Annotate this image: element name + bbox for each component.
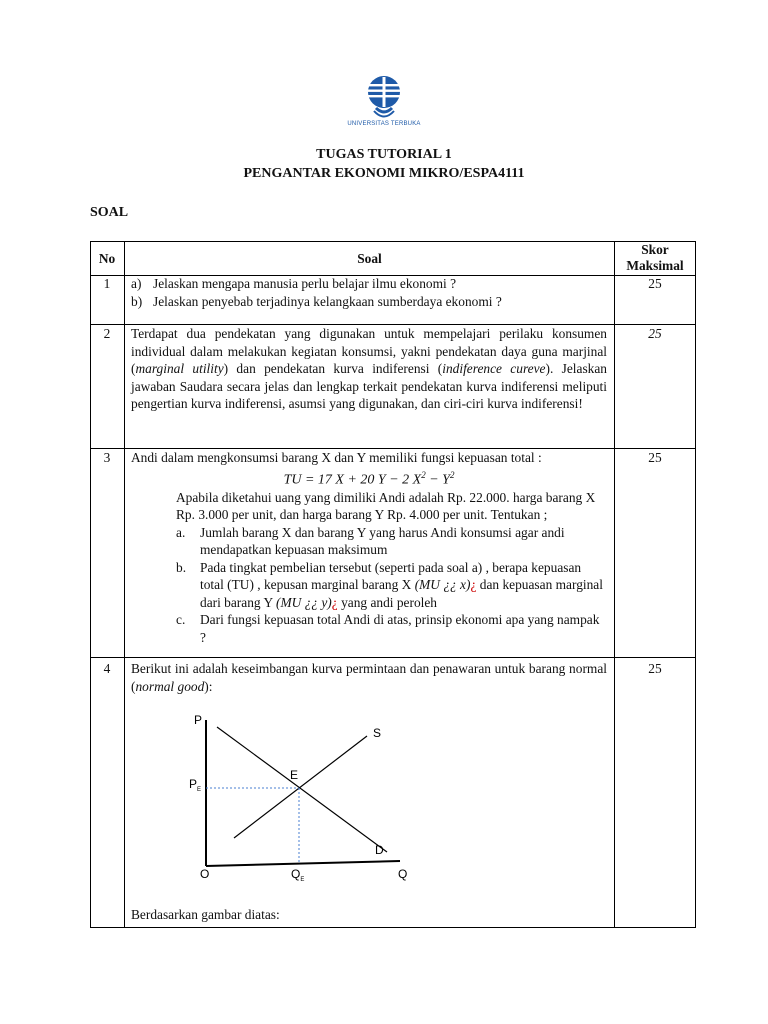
row-3-question bbox=[131, 449, 607, 646]
row-3-number: 3 bbox=[103, 450, 111, 465]
row-2-number: 2 bbox=[103, 326, 111, 341]
supply-demand-diagram bbox=[180, 706, 420, 886]
document-title: TUGAS TUTORIAL 1 bbox=[316, 147, 452, 162]
axis-label-q: Q bbox=[398, 867, 408, 881]
row-3-info: Apabila diketahui uang yang dimiliki Andi adalah Rp. 22.000. harga barang X Rp. 3.000 per unit, dan harga barang Y Rp. 4.000 per unit. Tentukan ; bbox=[176, 489, 596, 523]
course-title: PENGANTAR EKONOMI MIKRO/ESPA4111 bbox=[243, 166, 525, 181]
row-1-question bbox=[131, 275, 607, 310]
list-item: c. Dari fungsi kepuasan total Andi di atas, prinsip ekonomi apa yang nampak ? bbox=[176, 612, 600, 645]
origin-label-o: O bbox=[200, 867, 210, 881]
row-2-score: 25 bbox=[648, 326, 662, 341]
curve-label-d: D bbox=[375, 843, 384, 857]
row-1-score: 25 bbox=[648, 276, 662, 291]
row-2-question: Terdapat dua pendekatan yang digunakan untuk mempelajari perilaku konsumen individual dalam melakukan kegiatan konsumsi, yakni pendekatan daya guna marjinal (marginal utility) dan pendekatan kurva indiferensi (indiference cureve). Jelaskan jawaban Saudara secara jelas dan lengkap terkait pendekatan kurva indiferensi meliputi pengertian kurva indiferensi, asumsi yang digunakan, dan ciri-ciri kurva indiferensi! bbox=[131, 326, 607, 411]
row-3-subquestions bbox=[176, 524, 607, 647]
logo-caption: UNIVERSITAS TERBUKA bbox=[347, 121, 421, 127]
section-heading: SOAL bbox=[90, 205, 129, 220]
list-item: a. Jumlah barang X dan barang Y yang harus Andi konsumsi agar andi mendapatkan kepuasan maksimum bbox=[176, 524, 565, 558]
curve-label-s: S bbox=[373, 726, 382, 740]
equilibrium-label-e: E bbox=[290, 768, 299, 782]
column-header-soal: Soal bbox=[357, 251, 382, 266]
demand-curve bbox=[217, 727, 387, 852]
quantity-axis bbox=[206, 861, 400, 866]
list-item: b. Pada tingkat pembelian tersebut (seperti pada soal a) , berapa kepuasan total (TU) , kepusan marginal barang X (MU ¿¿ x)¿ dan kepuasan marginal dari barang Y (MU ¿¿ y)¿ yang andi peroleh bbox=[176, 559, 603, 610]
column-header-skor: Skor Maksimal bbox=[626, 242, 684, 273]
column-header-no: No bbox=[98, 251, 116, 266]
axis-label-p: P bbox=[194, 713, 203, 727]
label-pe: $P_E$ bbox=[189, 777, 202, 793]
list-item: a) Jelaskan mengapa manusia perlu belajar ilmu ekonomi ? bbox=[131, 276, 457, 291]
list-item: b) Jelaskan penyebab terjadinya kelangkaan sumberdaya ekonomi ? bbox=[131, 293, 502, 309]
row-1-number: 1 bbox=[103, 276, 111, 291]
utility-equation: TU = 17 X + 20 Y − 2 $X^2 - Y^2$ bbox=[283, 469, 455, 488]
row-3-score: 25 bbox=[648, 450, 662, 465]
question-table bbox=[90, 241, 696, 928]
label-qe: $Q_E$ bbox=[291, 867, 305, 883]
row-3-intro: Andi dalam mengkonsumsi barang X dan Y memiliki fungsi kepuasan total : bbox=[131, 450, 542, 465]
row-4-question: Berikut ini adalah keseimbangan kurva permintaan dan penawaran untuk barang normal (normal good): bbox=[131, 661, 607, 694]
row-4-score: 25 bbox=[648, 661, 662, 676]
row-4-footer: Berdasarkan gambar diatas: bbox=[131, 907, 280, 922]
row-4-number: 4 bbox=[103, 661, 111, 676]
